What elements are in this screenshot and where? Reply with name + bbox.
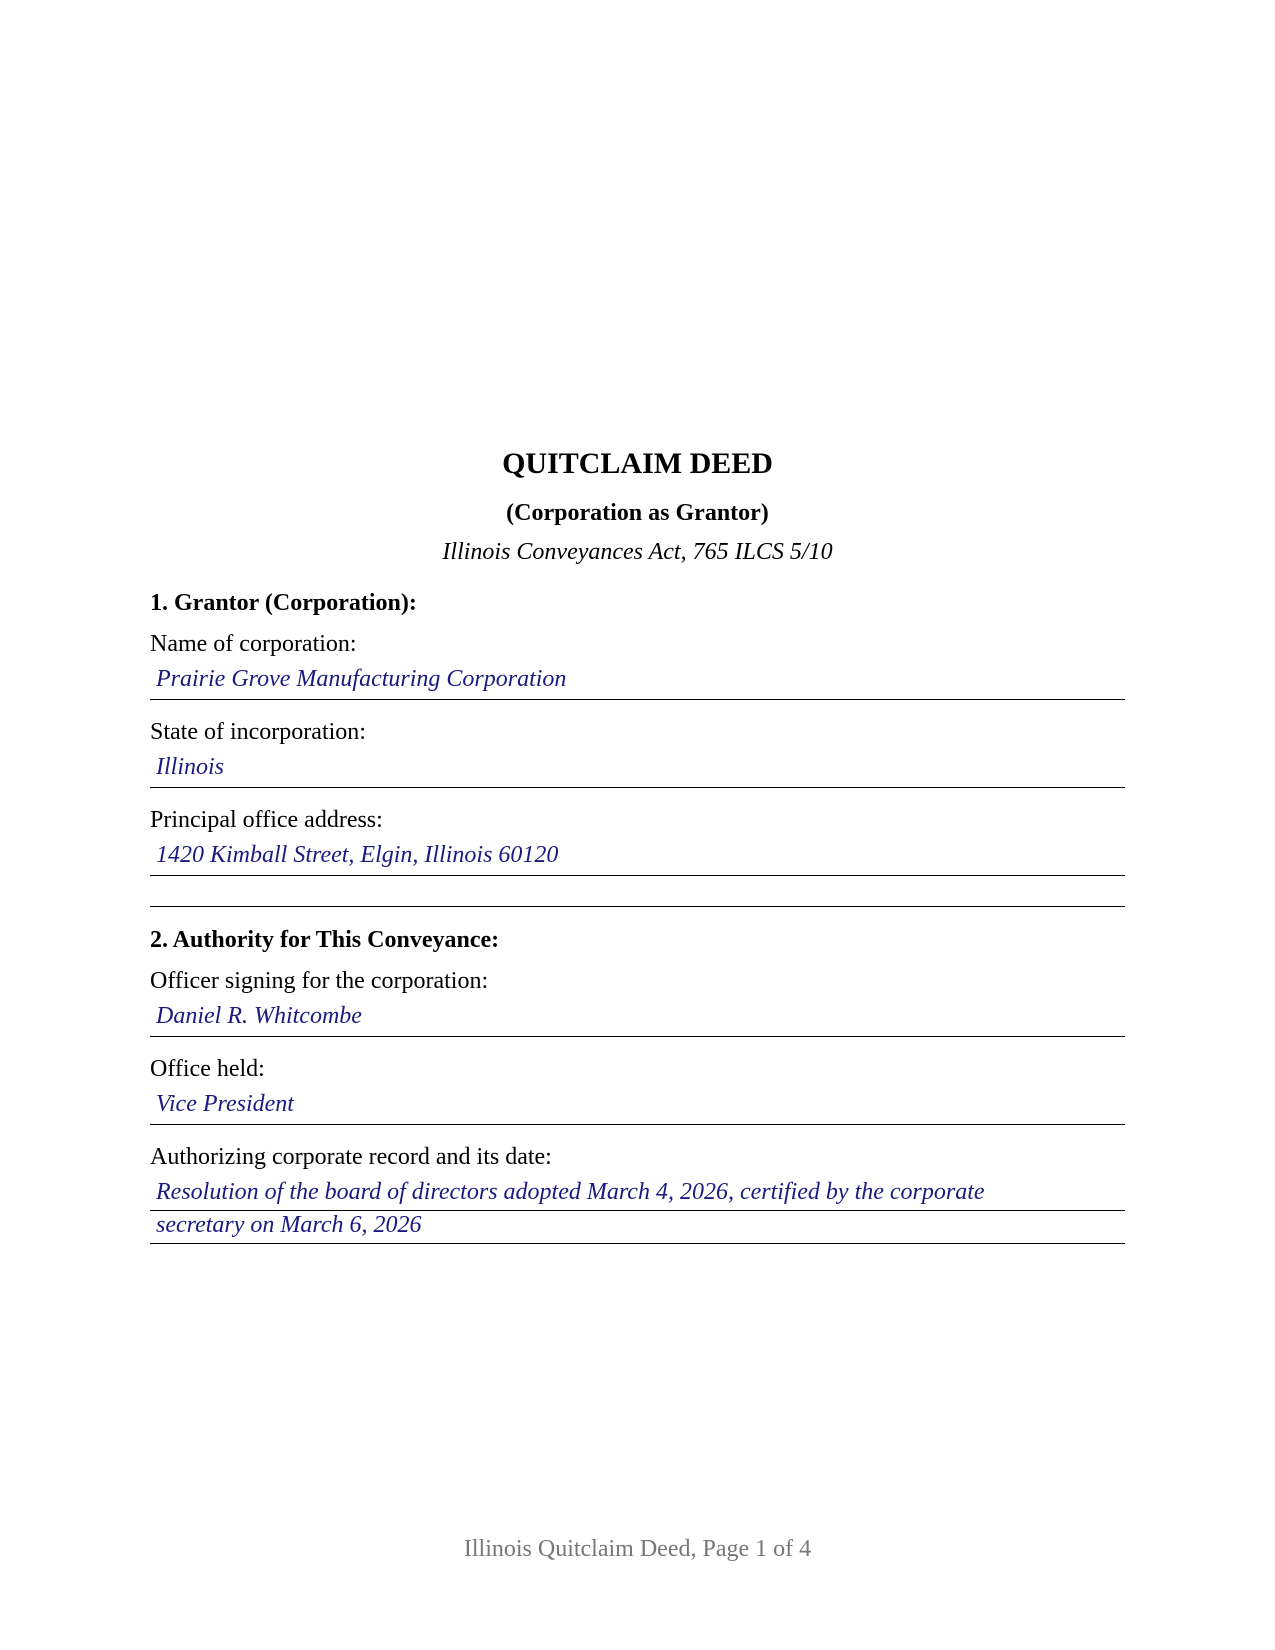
- corporation-name-value: Prairie Grove Manufacturing Corporation: [156, 666, 567, 692]
- authorizing-record-field[interactable]: [150, 1177, 1125, 1243]
- document-title: QUITCLAIM DEED: [502, 447, 773, 480]
- signing-officer-field[interactable]: [150, 1001, 1125, 1037]
- authorizing-record-value-line-1: Resolution of the board of directors adopted March 4, 2026, certified by the corporate: [156, 1179, 985, 1205]
- authorizing-record-line-1: [150, 1177, 1125, 1211]
- principal-office-address-label: Principal office address:: [150, 807, 383, 833]
- state-of-incorporation-label: State of incorporation:: [150, 719, 366, 745]
- principal-office-address-value: 1420 Kimball Street, Elgin, Illinois 60120: [156, 842, 559, 868]
- section-2-heading: 2. Authority for This Conveyance:: [150, 927, 500, 953]
- signing-officer-label: Officer signing for the corporation:: [150, 968, 489, 994]
- authorizing-record-label: Authorizing corporate record and its date:: [150, 1144, 552, 1170]
- corporation-name-field[interactable]: [150, 664, 1125, 700]
- signing-officer-value: Daniel R. Whitcombe: [156, 1003, 362, 1029]
- authorizing-record-value-line-2: secretary on March 6, 2026: [156, 1212, 422, 1238]
- statute-reference: Illinois Conveyances Act, 765 ILCS 5/10: [442, 539, 833, 565]
- corporation-name-label: Name of corporation:: [150, 631, 357, 657]
- page-footer: Illinois Quitclaim Deed, Page 1 of 4: [463, 1536, 812, 1562]
- blank-address-line[interactable]: [150, 906, 1125, 907]
- state-of-incorporation-field[interactable]: [150, 752, 1125, 788]
- authorizing-record-line-2: [150, 1210, 1125, 1244]
- section-1-heading: 1. Grantor (Corporation):: [150, 590, 417, 616]
- document-subtitle: (Corporation as Grantor): [506, 500, 769, 526]
- office-held-field[interactable]: [150, 1089, 1125, 1125]
- principal-office-address-field[interactable]: [150, 840, 1125, 876]
- office-held-value: Vice President: [156, 1091, 294, 1117]
- office-held-label: Office held:: [150, 1056, 265, 1082]
- state-of-incorporation-value: Illinois: [156, 754, 225, 780]
